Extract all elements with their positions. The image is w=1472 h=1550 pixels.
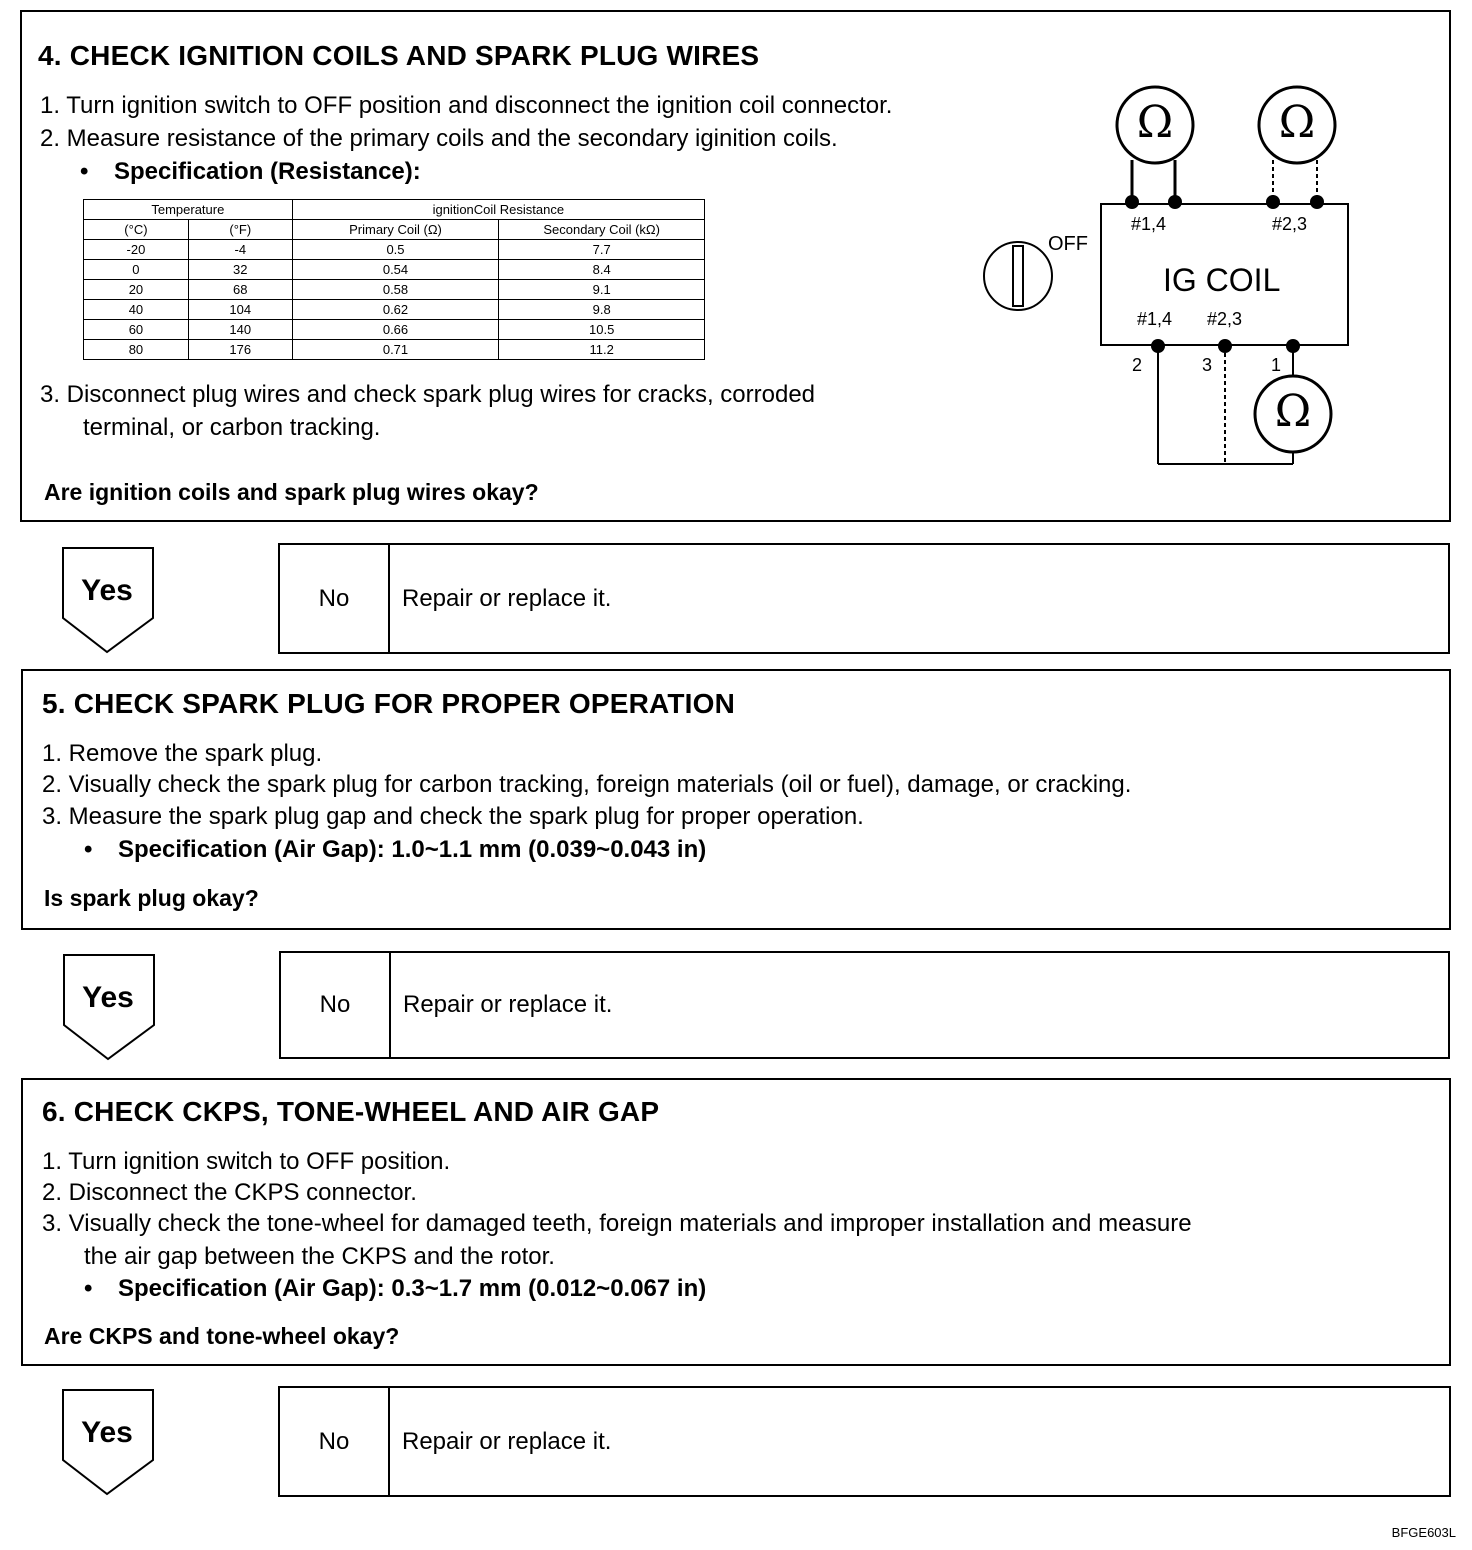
table-cell: 32 — [188, 260, 292, 280]
table-cell: 0.62 — [292, 300, 499, 320]
table-cell: 140 — [188, 320, 292, 340]
ohmmeter-symbol-3: Ω — [1274, 386, 1312, 437]
terminal-2-label: 2 — [1132, 355, 1143, 375]
step5-spec: Specification (Air Gap): 1.0~1.1 mm (0.039~0.043 in) — [118, 836, 707, 863]
header-fahrenheit: (°F) — [188, 220, 292, 240]
step6-line-3b: the air gap between the CKPS and the rotor. — [84, 1243, 555, 1270]
step4-line-3: 3. Disconnect plug wires and check spark plug wires for cracks, corroded — [40, 381, 816, 408]
table-row — [84, 280, 705, 300]
step4-line-1: 1. Turn ignition switch to OFF position and disconnect the ignition coil connector. — [40, 92, 893, 119]
yes-label: Yes — [82, 981, 134, 1014]
no-branch-1[interactable] — [278, 543, 1450, 654]
ohmmeter-symbol-2: Ω — [1278, 97, 1316, 148]
step4-line-2: 2. Measure resistance of the primary coils and the secondary iginition coils. — [40, 125, 838, 152]
table-row — [84, 260, 705, 280]
top-pin-b-label: #2,3 — [1272, 214, 1308, 234]
step6-line-1: 1. Turn ignition switch to OFF position. — [42, 1148, 451, 1175]
no-label: No — [280, 1388, 390, 1495]
table-cell: 0.66 — [292, 320, 499, 340]
table-cell: 104 — [188, 300, 292, 320]
step5-line-2: 2. Visually check the spark plug for carbon tracking, foreign materials (oil or fuel), damage, or cracking. — [42, 771, 1132, 798]
table-cell: 80 — [84, 340, 189, 360]
table-cell: 176 — [188, 340, 292, 360]
step6-title: 6. CHECK CKPS, TONE-WHEEL AND AIR GAP — [42, 1096, 660, 1127]
step4-question: Are ignition coils and spark plug wires okay? — [44, 479, 539, 505]
table-cell: 40 — [84, 300, 189, 320]
step4-title: 4. CHECK IGNITION COILS AND SPARK PLUG WIRES — [38, 40, 760, 71]
table-row — [84, 320, 705, 340]
step4-spec-bullet: • — [80, 158, 89, 185]
table-subheader-row — [84, 220, 705, 240]
bot-pin-a-label: #1,4 — [1137, 309, 1173, 329]
step5-line-3: 3. Measure the spark plug gap and check the spark plug for proper operation. — [42, 803, 864, 830]
header-secondary: Secondary Coil (kΩ) — [499, 220, 705, 240]
step4-spec-label: Specification (Resistance): — [114, 158, 421, 185]
table-cell: 10.5 — [499, 320, 705, 340]
ohmmeter-symbol-1: Ω — [1136, 97, 1174, 148]
off-label: OFF — [1048, 233, 1088, 255]
table-cell: -20 — [84, 240, 189, 260]
table-cell: 0.54 — [292, 260, 499, 280]
table-row — [84, 300, 705, 320]
no-action-text: Repair or replace it. — [403, 991, 613, 1018]
top-pin-a-label: #1,4 — [1131, 214, 1167, 234]
no-action-text: Repair or replace it. — [402, 1427, 612, 1455]
step4-line-3b: terminal, or carbon tracking. — [83, 414, 381, 441]
header-resistance: ignitionCoil Resistance — [292, 200, 704, 220]
step6-spec-bullet: • — [84, 1275, 93, 1302]
table-cell: 0.58 — [292, 280, 499, 300]
table-cell: 8.4 — [499, 260, 705, 280]
no-label: No — [280, 545, 390, 652]
table-header-row — [84, 200, 705, 220]
table-cell: 60 — [84, 320, 189, 340]
table-cell: 0 — [84, 260, 189, 280]
table-cell: 9.8 — [499, 300, 705, 320]
table-row — [84, 340, 705, 360]
yes-label: Yes — [81, 1416, 133, 1449]
step5-title: 5. CHECK SPARK PLUG FOR PROPER OPERATION — [42, 688, 736, 719]
yes-arrow-2[interactable] — [62, 953, 158, 1063]
table-cell: 11.2 — [499, 340, 705, 360]
step5-question: Is spark plug okay? — [44, 885, 259, 911]
table-cell: 9.1 — [499, 280, 705, 300]
bot-pin-b-label: #2,3 — [1207, 309, 1243, 329]
table-row — [84, 240, 705, 260]
ig-coil-label: IG COIL — [1163, 262, 1281, 298]
terminal-3-label: 3 — [1202, 355, 1213, 375]
header-temperature: Temperature — [84, 200, 293, 220]
step6-line-2: 2. Disconnect the CKPS connector. — [42, 1179, 417, 1206]
table-cell: -4 — [188, 240, 292, 260]
step6-spec: Specification (Air Gap): 0.3~1.7 mm (0.012~0.067 in) — [118, 1275, 707, 1302]
table-cell: 7.7 — [499, 240, 705, 260]
step5-spec-bullet: • — [84, 836, 93, 863]
no-branch-2[interactable] — [279, 951, 1450, 1059]
header-celsius: (°C) — [84, 220, 189, 240]
header-primary: Primary Coil (Ω) — [292, 220, 499, 240]
yes-arrow-3[interactable] — [61, 1388, 157, 1498]
terminal-1-label: 1 — [1271, 355, 1282, 375]
yes-label: Yes — [81, 574, 133, 607]
no-branch-3[interactable] — [278, 1386, 1451, 1497]
resistance-table — [83, 199, 705, 360]
no-action-text: Repair or replace it. — [402, 584, 612, 612]
step6-line-3: 3. Visually check the tone-wheel for damaged teeth, foreign materials and improper installation and measure — [42, 1210, 1192, 1237]
step6-question: Are CKPS and tone-wheel okay? — [44, 1323, 400, 1349]
table-cell: 0.71 — [292, 340, 499, 360]
table-cell: 68 — [188, 280, 292, 300]
table-cell: 0.5 — [292, 240, 499, 260]
yes-arrow-1[interactable] — [61, 546, 157, 656]
table-cell: 20 — [84, 280, 189, 300]
no-label: No — [281, 953, 391, 1057]
figure-code: BFGE603L — [1391, 1525, 1456, 1540]
step5-line-1: 1. Remove the spark plug. — [42, 740, 323, 767]
